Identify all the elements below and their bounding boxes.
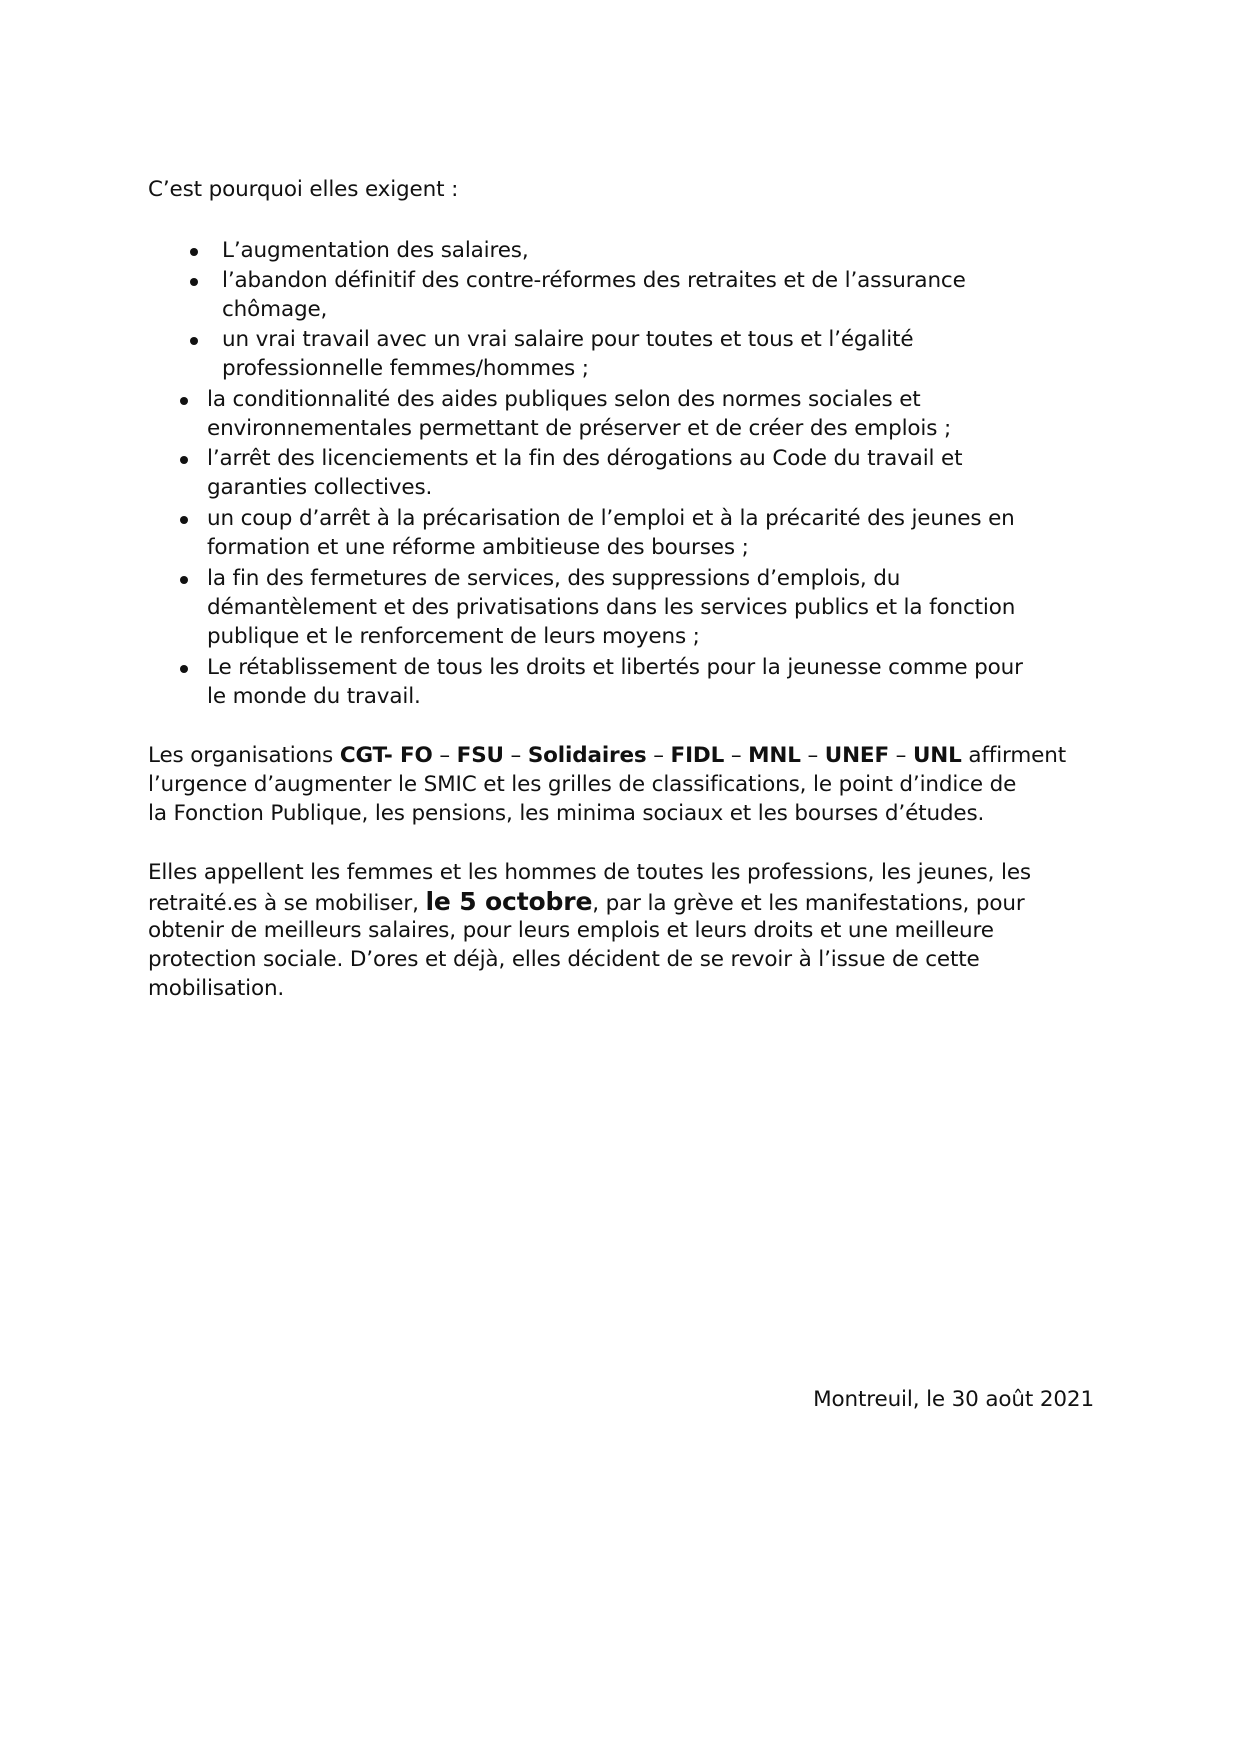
bullet-icon [190, 248, 198, 256]
org-separator: – [724, 743, 749, 768]
demand-item: l’arrêt des licenciements et la fin des dérogations au Code du travail et [207, 446, 963, 471]
bullet-icon [180, 397, 188, 405]
org-name: UNL [912, 743, 962, 768]
bullet-icon [180, 576, 188, 584]
org-name: FSU [456, 743, 504, 768]
mobilisation-date: le 5 octobre [425, 887, 593, 916]
org-name: Solidaires [527, 743, 647, 768]
call-line-1: Elles appellent les femmes et les hommes de toutes les professions, les jeunes, les [148, 860, 1031, 885]
bullet-icon [190, 337, 198, 345]
call-line-2-post: , par la grève et les manifestations, pour [592, 891, 1025, 916]
demand-item: la conditionnalité des aides publiques selon des normes sociales et [207, 387, 921, 412]
orgs-line-1 [148, 741, 1066, 770]
orgs-suffix: affirment [961, 743, 1066, 768]
bullet-icon [190, 278, 198, 286]
call-line-4: protection sociale. D’ores et déjà, elles décident de se revoir à l’issue de cette [148, 947, 980, 972]
intro-text: C’est pourquoi elles exigent : [148, 177, 459, 202]
signature-place-date: Montreuil, le 30 août 2021 [813, 1387, 1094, 1412]
demand-item: l’abandon définitif des contre-réformes des retraites et de l’assurance [222, 268, 966, 293]
org-name: CGT- FO [339, 743, 433, 768]
demand-item: un coup d’arrêt à la précarisation de l’emploi et à la précarité des jeunes en [207, 506, 1015, 531]
demand-item: un vrai travail avec un vrai salaire pour toutes et tous et l’égalité [222, 327, 914, 352]
org-name: MNL [748, 743, 801, 768]
call-line-2 [148, 887, 1025, 918]
demand-item-cont: démantèlement et des privatisations dans les services publics et la fonction [207, 595, 1016, 620]
demand-item-cont: chômage, [222, 297, 328, 322]
demand-item-cont: publique et le renforcement de leurs moyens ; [207, 624, 700, 649]
bullet-icon [180, 516, 188, 524]
call-line-5: mobilisation. [148, 976, 285, 1001]
demand-item: L’augmentation des salaires, [222, 238, 529, 263]
org-name: UNEF [824, 743, 889, 768]
demand-item-cont: professionnelle femmes/hommes ; [222, 356, 589, 381]
demand-item-cont: le monde du travail. [207, 684, 421, 709]
demand-item-cont: formation et une réforme ambitieuse des bourses ; [207, 535, 749, 560]
bullet-icon [180, 456, 188, 464]
demand-item-cont: garanties collectives. [207, 475, 433, 500]
orgs-line-2: l’urgence d’augmenter le SMIC et les grilles de classifications, le point d’indice de [148, 772, 1017, 797]
org-separator: – [503, 743, 528, 768]
org-name: FIDL [670, 743, 725, 768]
demand-item: la fin des fermetures de services, des suppressions d’emplois, du [207, 566, 901, 591]
orgs-line-3: la Fonction Publique, les pensions, les minima sociaux et les bourses d’études. [148, 801, 985, 826]
bullet-icon [180, 665, 188, 673]
call-line-3: obtenir de meilleurs salaires, pour leurs emplois et leurs droits et une meilleure [148, 918, 994, 943]
demand-item-cont: environnementales permettant de préserver et de créer des emplois ; [207, 416, 952, 441]
orgs-prefix: Les organisations [148, 743, 340, 768]
org-separator: – [646, 743, 671, 768]
demand-item: Le rétablissement de tous les droits et libertés pour la jeunesse comme pour [207, 655, 1023, 680]
org-separator: – [800, 743, 825, 768]
call-line-2-pre: retraité.es à se mobiliser, [148, 891, 426, 916]
org-separator: – [432, 743, 457, 768]
org-separator: – [889, 743, 913, 768]
